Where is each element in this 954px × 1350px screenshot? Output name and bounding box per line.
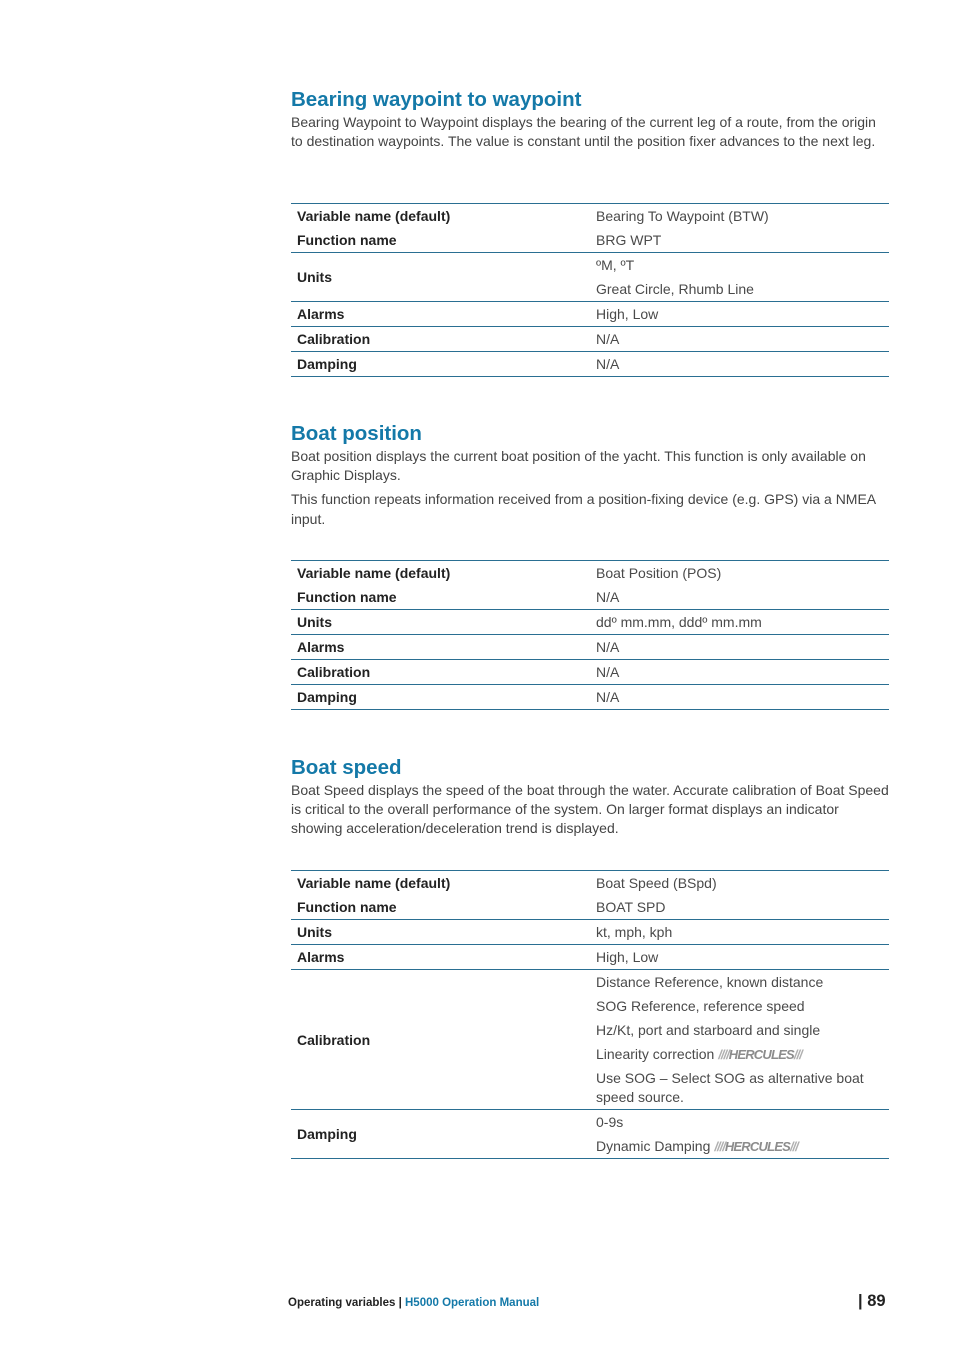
- row-value: ddº mm.mm, dddº mm.mm: [590, 610, 889, 635]
- row-value-multi: [590, 253, 889, 302]
- row-value: N/A: [590, 327, 889, 352]
- footer-chapter: Operating variables: [288, 1297, 396, 1309]
- row-value: N/A: [590, 660, 889, 685]
- row-key: Calibration: [291, 327, 590, 352]
- row-value-line: Use SOG – Select SOG as alternative boat speed source.: [596, 1070, 864, 1105]
- spec-table-bearing: [291, 203, 889, 377]
- hercules-logo-icon: ////HERCULES///: [714, 1139, 798, 1155]
- row-value: N/A: [590, 352, 889, 377]
- row-value-line: ºM, ºT: [596, 257, 635, 273]
- row-key: Function name: [297, 589, 397, 605]
- page-number: [858, 1292, 886, 1311]
- row-value: BOAT SPD: [596, 899, 666, 915]
- row-key: Variable name (default): [291, 204, 590, 229]
- section-title: Boat position: [291, 422, 422, 445]
- footer-manual-title: H5000 Operation Manual: [405, 1297, 540, 1309]
- row-key: Damping: [291, 685, 590, 710]
- section-boat-speed: [291, 755, 889, 844]
- page-footer: [288, 1297, 539, 1309]
- row-key: Variable name (default): [291, 561, 590, 586]
- hercules-logo-icon: ////HERCULES///: [718, 1047, 802, 1063]
- row-key: Function name: [297, 899, 397, 915]
- row-value-text: Dynamic Damping: [596, 1138, 711, 1154]
- spec-table-position: [291, 560, 889, 710]
- row-value: Boat Position (POS): [590, 561, 889, 586]
- row-value: Bearing To Waypoint (BTW): [590, 204, 889, 229]
- section-paragraph: Boat Speed displays the speed of the boat through the water. Accurate calibration of Boat Speed is critical to the overall performance of the system. On larger format displays an indicator showing acceleration/deceleration trend is displayed.: [291, 782, 889, 837]
- row-value-line: 0-9s: [596, 1114, 624, 1130]
- row-key: Units: [291, 253, 590, 302]
- row-key: Function name: [297, 232, 397, 248]
- row-key: Calibration: [291, 660, 590, 685]
- section-title: Bearing waypoint to waypoint: [291, 88, 582, 111]
- row-value-line: SOG Reference, reference speed: [596, 998, 805, 1014]
- section-boat-position: [291, 421, 889, 534]
- section-bearing-waypoint: [291, 87, 889, 156]
- row-value-line-with-logo: [596, 1042, 883, 1066]
- row-value: High, Low: [590, 302, 889, 327]
- row-key: Alarms: [291, 635, 590, 660]
- row-value: N/A: [590, 635, 889, 660]
- row-key: Units: [291, 920, 590, 945]
- row-value: kt, mph, kph: [590, 920, 889, 945]
- row-value-text: Linearity correction: [596, 1046, 715, 1062]
- row-value-line-with-logo: [596, 1134, 883, 1158]
- section-title: Boat speed: [291, 756, 402, 779]
- row-key: Units: [291, 610, 590, 635]
- row-value: BRG WPT: [596, 232, 662, 248]
- row-key: Alarms: [291, 945, 590, 970]
- row-value-line: Hz/Kt, port and starboard and single: [596, 1022, 821, 1038]
- section-paragraph: This function repeats information received from a position-fixing device (e.g. GPS) via a NMEA input.: [291, 491, 876, 527]
- row-value: Boat Speed (BSpd): [590, 871, 889, 896]
- page-number-separator: |: [858, 1292, 863, 1310]
- row-value-multi: [590, 1110, 889, 1159]
- section-paragraph: Boat position displays the current boat position of the yacht. This function is only available on Graphic Displays.: [291, 448, 866, 484]
- row-key: Calibration: [291, 970, 590, 1110]
- row-key: Damping: [291, 352, 590, 377]
- row-key: Variable name (default): [291, 871, 590, 896]
- footer-separator: |: [398, 1297, 402, 1309]
- section-paragraph: Bearing Waypoint to Waypoint displays the bearing of the current leg of a route, from the origin to destination waypoints. The value is constant until the position fixer advances to the next leg.: [291, 114, 876, 150]
- row-value: N/A: [590, 685, 889, 710]
- spec-table-boat-speed: [291, 870, 889, 1159]
- row-key: Alarms: [291, 302, 590, 327]
- row-value-multi: [590, 970, 889, 1110]
- row-value-line: Great Circle, Rhumb Line: [596, 281, 754, 297]
- row-value-line: Distance Reference, known distance: [596, 974, 824, 990]
- row-value: High, Low: [590, 945, 889, 970]
- row-key: Damping: [291, 1110, 590, 1159]
- row-value: N/A: [596, 589, 620, 605]
- page-number-value: 89: [867, 1292, 886, 1310]
